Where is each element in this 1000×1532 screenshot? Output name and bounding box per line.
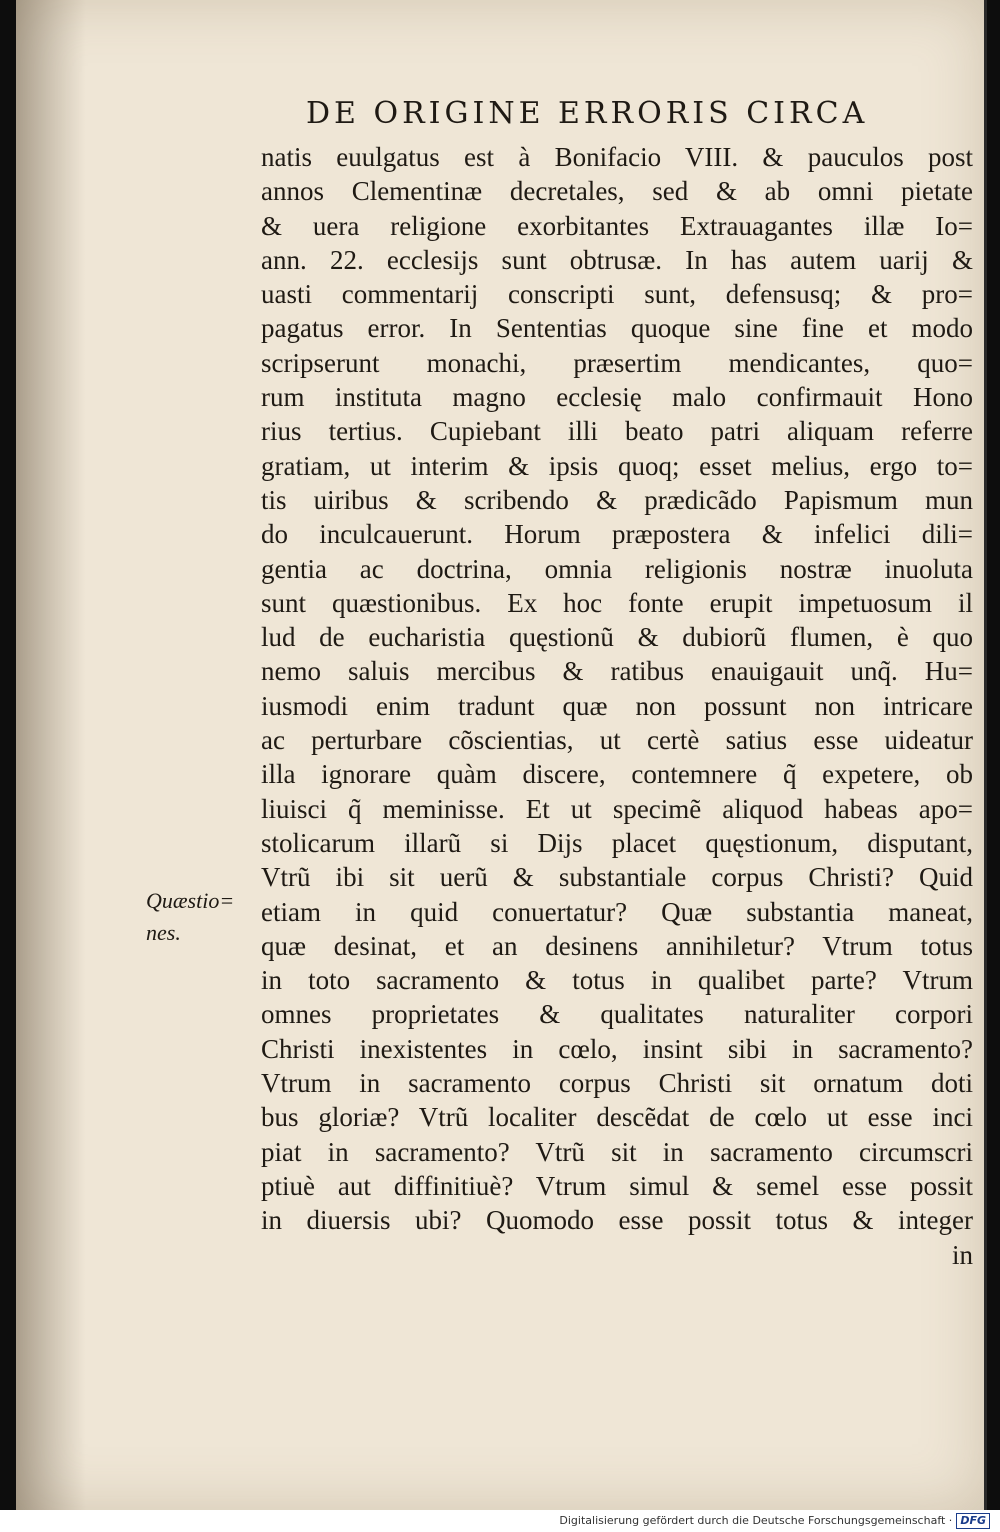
body-text — [261, 140, 973, 1272]
text-line: iusmodi enim tradunt quæ non possunt non intricare — [261, 690, 973, 721]
text-line: gentia ac doctrina, omnia religionis nostræ inuoluta — [261, 553, 973, 584]
text-line: stolicarum illarũ si Dijs placet quęstionum, disputant, — [261, 827, 973, 858]
text-line: Vtrum in sacramento corpus Christi sit ornatum doti — [261, 1068, 973, 1099]
text-line: bus gloriæ? Vtrũ localiter descẽdat de cœlo ut esse inci — [261, 1102, 973, 1133]
text-line: natis euulgatus est à Bonifacio VIII. & pauculos post — [261, 142, 973, 172]
text-line: annos Clementinæ decretales, sed & ab omni pietate — [261, 176, 973, 207]
text-line: Vtrũ ibi sit uerũ & substantiale corpus Christi? Quid — [261, 862, 973, 893]
text-line: quæ desinat, et an desinens annihiletur? Vtrum totus — [261, 930, 973, 961]
running-head: DE ORIGINE ERRORIS CIRCA — [306, 96, 869, 131]
text-line: & uera religione exorbitantes Extrauagantes illæ Io= — [261, 210, 973, 241]
text-line: illa ignorare quàm discere, contemnere q̃ expetere, ob — [261, 759, 973, 790]
marginal-note-line: nes. — [146, 920, 181, 945]
marginal-note-line: Quæstio= — [146, 888, 235, 913]
text-line: do inculcauerunt. Horum præpostera & infelici dili= — [261, 519, 973, 550]
text-line: Christi inexistentes in cœlo, insint sibi in sacramento? — [261, 1033, 973, 1064]
text-line: ptiuè aut diffinitiuè? Vtrum simul & semel esse possit — [261, 1170, 973, 1201]
book-page — [16, 0, 987, 1510]
text-line: liuisci q̃ meminisse. Et ut specimẽ aliquod habeas apo= — [261, 793, 973, 824]
text-line: ac perturbare cõscientias, ut certè satius esse uideatur — [261, 725, 973, 756]
text-line: in diuersis ubi? Quomodo esse possit totus & integer — [261, 1205, 973, 1236]
text-line: rius tertius. Cupiebant illi beato patri aliquam referre — [261, 416, 973, 447]
dfg-logo-icon: DFG — [956, 1513, 990, 1529]
text-line: etiam in quid conuertatur? Quæ substantia maneat, — [261, 896, 973, 927]
text-line: piat in sacramento? Vtrũ sit in sacramento circumscri — [261, 1136, 973, 1167]
text-line: lud de eucharistia quęstionũ & dubiorũ flumen, è quo — [261, 622, 973, 653]
text-line: tis uiribus & scribendo & prædicãdo Papismum mun — [261, 484, 973, 515]
text-line: sunt quæstionibus. Ex hoc fonte erupit impetuosum il — [261, 587, 973, 618]
marginal-note — [146, 885, 234, 949]
text-line: ann. 22. ecclesijs sunt obtrusæ. In has autem uarij & — [261, 244, 973, 275]
text-line: omnes proprietates & qualitates naturaliter corpori — [261, 999, 973, 1030]
text-line: rum instituta magno ecclesię malo confirmauit Hono — [261, 382, 973, 413]
text-line: gratiam, ut interim & ipsis quoq; esset melius, ergo to= — [261, 450, 973, 481]
text-line: scripserunt monachi, præsertim mendicantes, quo= — [261, 347, 973, 378]
catchword: in — [951, 1239, 973, 1270]
footer-credit-text: Digitalisierung gefördert durch die Deutsche Forschungsgemeinschaft · — [559, 1514, 953, 1527]
text-line: pagatus error. In Sententias quoque sine fine et modo — [261, 313, 973, 344]
footer-credit — [0, 1510, 1000, 1532]
text-line: in toto sacramento & totus in qualibet parte? Vtrum — [261, 965, 973, 996]
gutter-shadow — [16, 0, 86, 1510]
text-line: uasti commentarij conscripti sunt, defensusq; & pro= — [261, 279, 973, 310]
text-line: nemo saluis mercibus & ratibus enauigauit unq̃. Hu= — [261, 656, 973, 687]
